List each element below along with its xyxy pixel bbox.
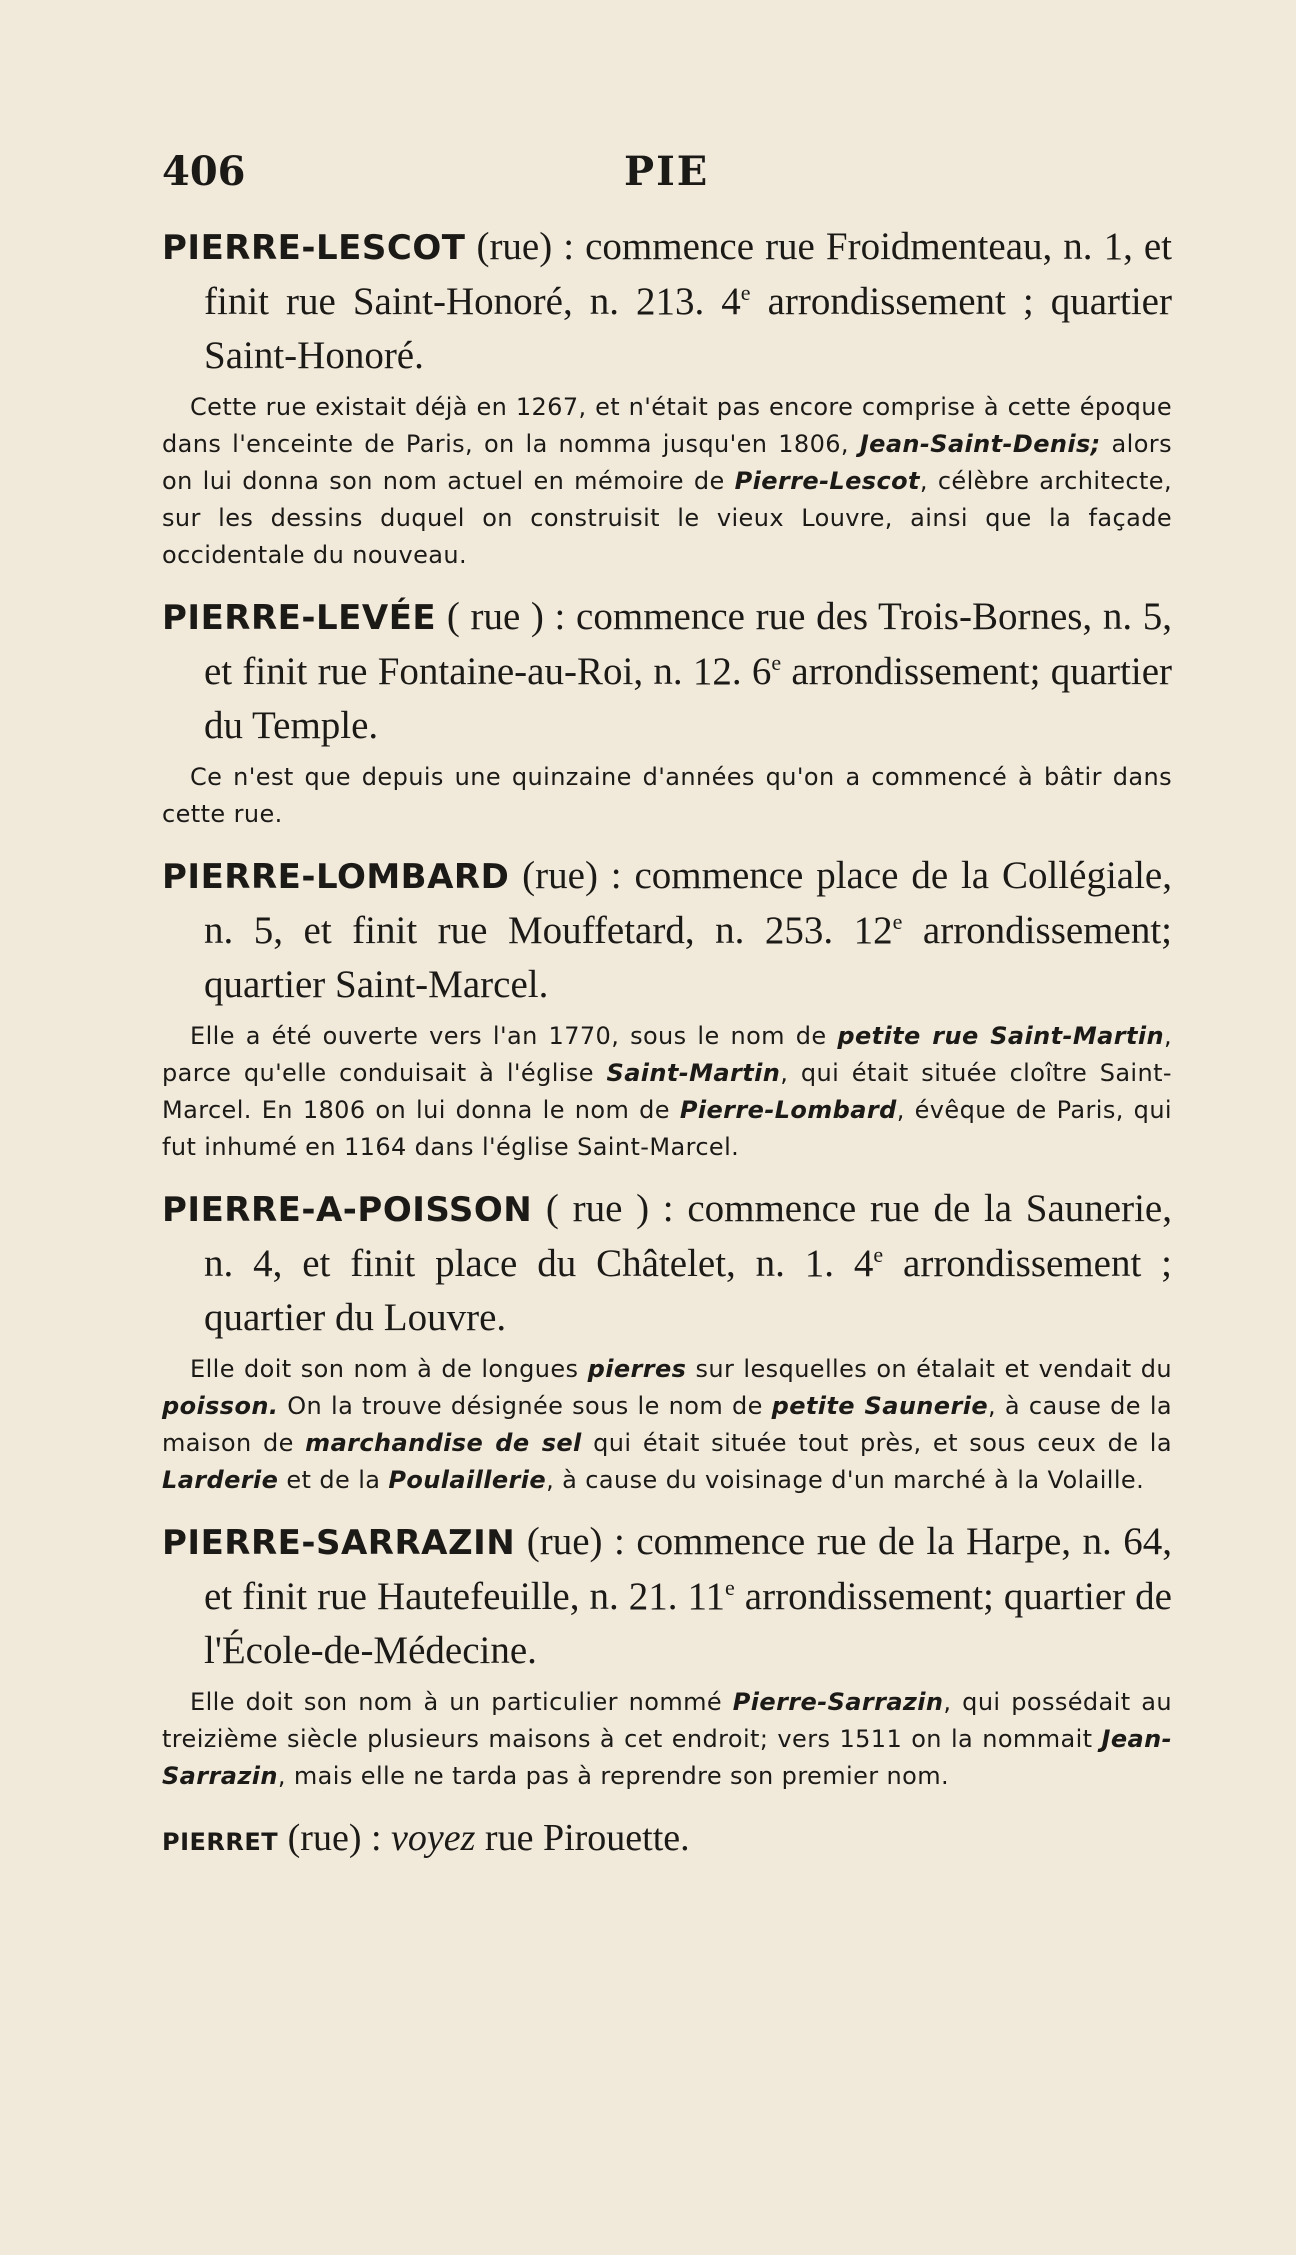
entry-note: Elle doit son nom à un particulier nommé Pierre-Sarrazin, qui possédait au treizième siècle plusieurs maisons à cet endroit; vers 1511 on la nommait Jean-Sarrazin, mais elle ne tarda pas à reprendre son premier nom. — [162, 1688, 1172, 1790]
entry-pierre-a-poisson — [162, 1182, 1172, 1499]
cross-reference-pierret: PIERRET (rue) : voyez rue Pirouette. — [162, 1817, 690, 1859]
street-name: PIERRE-LESCOT — [162, 228, 466, 268]
street-name: PIERRET — [162, 1828, 279, 1856]
entry-pierre-levee — [162, 590, 1172, 833]
running-title: PIE — [624, 148, 710, 195]
entry-note: Elle doit son nom à de longues pierres sur lesquelles on étalait et vendait du poisson. On la trouve désignée sous le nom de petite Saunerie, à cause de la maison de marchandise de sel qui était située tout près, et sous ceux de la Larderie et de la Poulaillerie, à cause du voisinage d'un marché à la Volaille. — [162, 1355, 1172, 1494]
entry-pierre-lescot — [162, 220, 1172, 574]
entry-note: Elle a été ouverte vers l'an 1770, sous le nom de petite rue Saint-Martin, parce qu'elle conduisait à l'église Saint-Martin, qui était située cloître Saint-Marcel. En 1806 on lui donna le nom de Pierre-Lombard, évêque de Paris, qui fut inhumé en 1164 dans l'église Saint-Marcel. — [162, 1022, 1173, 1161]
entry-heading: PIERRE-LOMBARD (rue) : commence place de la Collégiale, n. 5, et finit rue Mouffetard, n. 253. 12e arrondissement; quartier Saint-Marcel. — [162, 854, 1172, 1006]
entry-heading: PIERRE-LESCOT (rue) : commence rue Froidmenteau, n. 1, et finit rue Saint-Honoré, n. 213. 4e arrondissement ; quartier Saint-Honoré. — [162, 225, 1172, 377]
street-name: PIERRE-SARRAZIN — [162, 1523, 516, 1563]
street-name: PIERRE-LEVÉE — [162, 598, 437, 638]
page-content — [162, 220, 1172, 1869]
entry-pierre-sarrazin — [162, 1515, 1172, 1795]
street-name: PIERRE-A-POISSON — [162, 1190, 533, 1230]
entry-note: Cette rue existait déjà en 1267, et n'était pas encore comprise à cette époque dans l'enceinte de Paris, on la nomma jusqu'en 1806, Jean-Saint-Denis; alors on lui donna son nom actuel en mémoire de Pierre-Lescot, célèbre architecte, sur les dessins duquel on construisit le vieux Louvre, ainsi que la façade occidentale du nouveau. — [162, 393, 1172, 569]
entry-heading: PIERRE-LEVÉE ( rue ) : commence rue des Trois-Bornes, n. 5, et finit rue Fontaine-au-Roi, n. 12. 6e arrondissement; quartier du Temple. — [162, 595, 1172, 747]
entry-heading: PIERRE-A-POISSON ( rue ) : commence rue de la Saunerie, n. 4, et finit place du Châtelet, n. 1. 4e arrondissement ; quartier du Louvre. — [162, 1187, 1172, 1339]
cross-reference-target: rue Pirouette. — [475, 1817, 690, 1859]
street-name: PIERRE-LOMBARD — [162, 857, 510, 897]
entry-heading: PIERRE-SARRAZIN (rue) : commence rue de la Harpe, n. 64, et finit rue Hautefeuille, n. 21. 11e arrondissement; quartier de l'École-de-Médecine. — [162, 1520, 1172, 1672]
entry-note: Ce n'est que depuis une quinzaine d'années qu'on a commencé à bâtir dans cette rue. — [162, 763, 1172, 828]
page-number: 406 — [162, 148, 246, 195]
entry-pierre-lombard — [162, 849, 1172, 1166]
